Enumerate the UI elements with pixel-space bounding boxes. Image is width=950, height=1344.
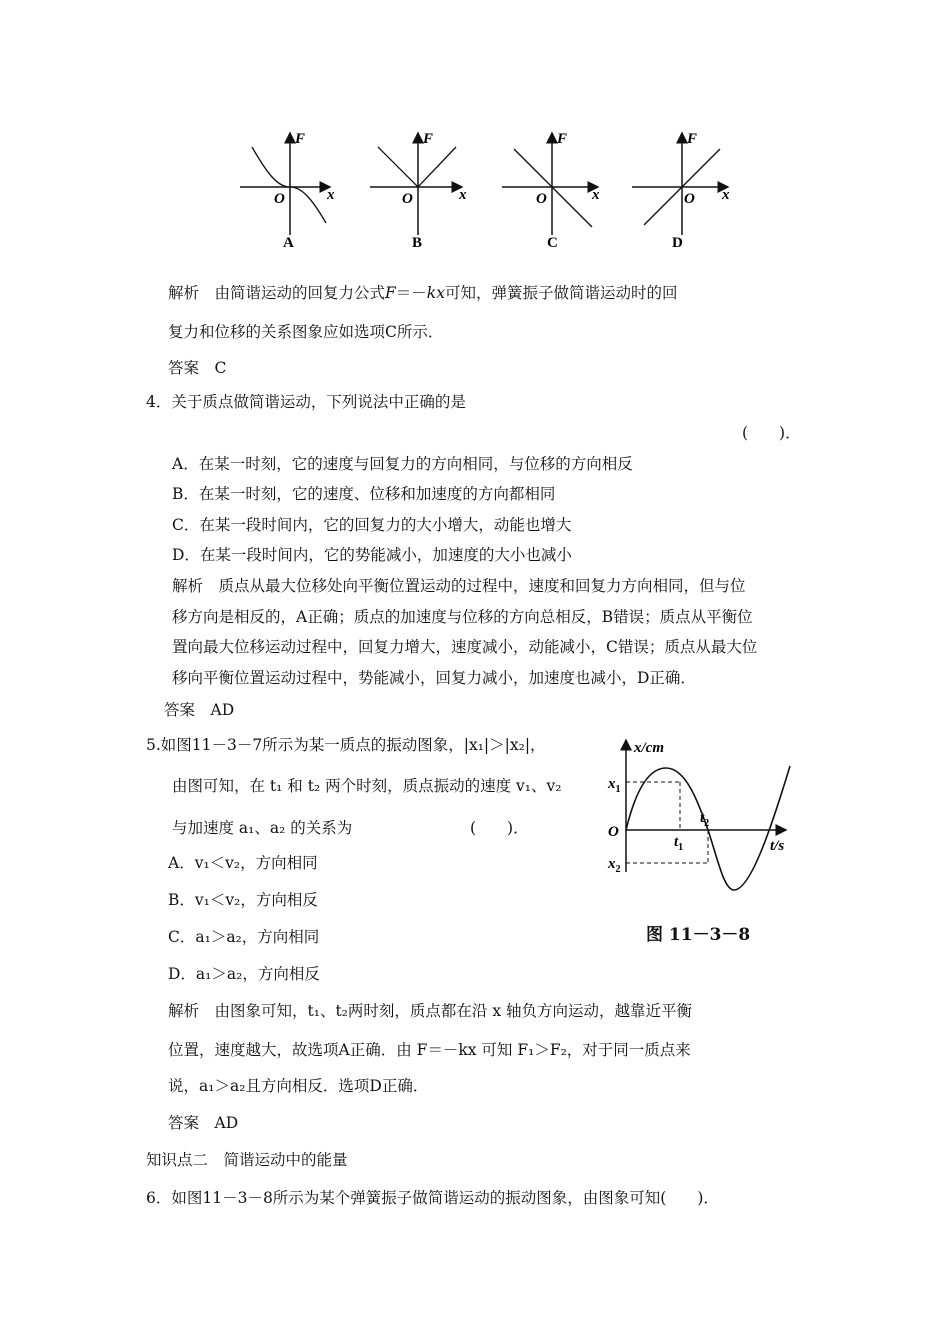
q3-analysis-l1b: 可知，弹簧振子做简谐运动时的回 [444,284,678,302]
vibration-graph [600,732,800,952]
q4-analysis-line4: 移向平衡位置运动过程中，势能减小，回复力减小，加速度也减小，D正确． [172,669,696,687]
vib-caption: 图 11－3－8 [646,925,751,945]
graph-d-x: x [722,187,730,203]
graph-c-O: O [536,191,547,207]
graph-c-F: F [557,131,568,147]
q5-analysis-line1: 解析 由图象可知，t₁、t₂两时刻，质点都在沿 x 轴负方向运动，越靠近平衡 [168,1002,692,1020]
q3-answer: 答案 C [168,359,227,377]
graph-c-label: C [547,235,558,251]
q4-option-c: C．在某一段时间内，它的回复力的大小增大，动能也增大 [172,516,572,534]
q5-stem-line1: 5.如图11－3－7所示为某一质点的振动图象，|x₁|＞|x₂|， [146,736,546,754]
graph-a-F: F [295,131,306,147]
vib-t1: $t_1$ [674,834,684,853]
graph-a [240,131,335,251]
q6-stem: 6．如图11－3－8所示为某个弹簧振子做简谐运动的振动图象，由图象可知( )． [146,1189,719,1207]
q3-analysis-line2: 复力和位移的关系图象应如选项C所示． [168,323,444,341]
q5-analysis-line2: 位置，速度越大，故选项A正确．由 F＝－kx 可知 F₁＞F₂，对于同一质点来 [168,1041,691,1059]
vib-x2: $x_2$ [608,856,621,875]
q3-formula-eq: ＝－ [395,284,427,302]
section-title: 知识点二 简谐运动中的能量 [146,1151,348,1169]
q3-formula-kx: kx [426,284,445,302]
q5-stem-line3: 与加速度 a₁、a₂ 的关系为 [172,819,353,837]
force-displacement-graphs [230,125,750,255]
q3-analysis-l1a: 解析 由简谐运动的回复力公式 [168,284,386,302]
graph-d-label: D [672,235,683,251]
graph-b-label: B [412,235,423,251]
graph-d-O: O [684,191,695,207]
vib-x1: $x_1$ [608,776,621,795]
q5-option-a: A．v₁＜v₂，方向相同 [168,854,318,872]
q5-stem-line2: 由图可知，在 t₁ 和 t₂ 两个时刻，质点振动的速度 v₁、v₂ [172,777,562,795]
q4-option-b: B．在某一时刻，它的速度、位移和加速度的方向都相同 [172,485,556,503]
vib-ylabel: x/cm [634,740,664,756]
q4-analysis-line1: 解析 质点从最大位移处向平衡位置运动的过程中，速度和回复力方向相同，但与位 [172,577,746,595]
q5-option-c: C．a₁＞a₂，方向相同 [168,928,320,946]
graph-d-F: F [687,131,698,147]
q4-stem: 4．关于质点做简谐运动，下列说法中正确的是 [146,393,466,411]
q4-option-a: A．在某一时刻，它的速度与回复力的方向相同，与位移的方向相反 [172,455,633,473]
q5-option-b: B．v₁＜v₂，方向相反 [168,891,318,909]
graph-a-O: O [274,191,285,207]
graph-c-x: x [592,187,600,203]
q4-analysis-line3: 置向最大位移运动过程中，回复力增大，速度减小，动能减小，C错误；质点从最大位 [172,638,758,656]
q3-formula-F: F [385,284,396,302]
q5-paren: ( )． [470,819,529,837]
vib-t2: $t_2$ [700,810,710,829]
graph-b-O: O [402,191,413,207]
q3-analysis-line1 [168,283,677,303]
q5-option-d: D．a₁＞a₂，方向相反 [168,965,320,983]
vib-xlabel: t/s [770,838,785,854]
q4-answer: 答案 AD [164,701,235,719]
graph-a-x: x [327,187,335,203]
graph-a-label: A [283,235,294,251]
q5-analysis-line3: 说，a₁＞a₂且方向相反．选项D正确． [168,1077,429,1095]
graph-b-x: x [459,187,467,203]
graph-c [502,131,600,251]
graph-d [632,131,730,251]
vib-origin: O [608,824,619,840]
q5-answer: 答案 AD [168,1114,239,1132]
q4-option-d: D．在某一段时间内，它的势能减小，加速度的大小也减小 [172,546,572,564]
graph-b-F: F [423,131,434,147]
q4-paren: ( )． [742,424,801,442]
q4-analysis-line2: 移方向是相反的，A正确；质点的加速度与位移的方向总相反，B错误；质点从平衡位 [172,608,753,626]
graph-b [370,131,467,251]
